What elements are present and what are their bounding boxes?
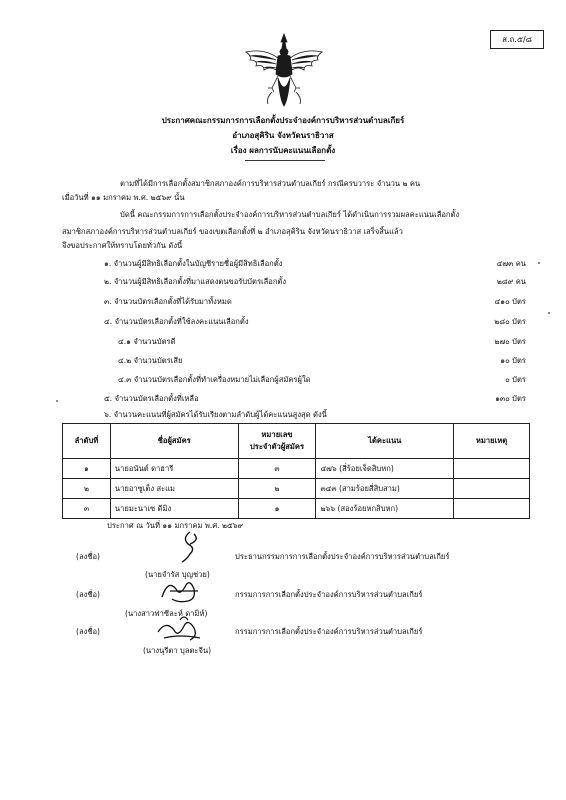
- stat-value: ๒๗๐ บัตร: [494, 337, 526, 346]
- signature-2-icon: [150, 575, 210, 609]
- cell-number: ๓: [238, 459, 316, 479]
- signature-prefix: (ลงชื่อ): [76, 627, 101, 636]
- stat-label: ๔.๓ จำนวนบัตรเลือกตั้งที่ทำเครื่องหมายไม่เลือกผู้สมัครผู้ใด: [118, 375, 311, 384]
- signer-name: (นายจำรัส บุญช่วย): [145, 570, 210, 579]
- signature-prefix: (ลงชื่อ): [76, 590, 101, 599]
- col-number-line-2: ประจำตัวผู้สมัคร: [249, 442, 305, 451]
- signer-title: กรรมการการเลือกตั้งประจำองค์การบริหารส่วนตำบลเกียร์: [235, 627, 423, 636]
- stat-value: ๐ บัตร: [505, 375, 526, 384]
- announce-date: ประกาศ ณ วันที่ ๑๑ มกราคม พ.ศ. ๒๕๖๙: [107, 521, 244, 530]
- table-row: [63, 479, 530, 499]
- col-votes: ได้คะแนน: [316, 424, 454, 459]
- document-code: ส.ถ.๕/๘: [490, 30, 544, 49]
- table-header-row: [63, 424, 530, 459]
- paragraph-1-line-1: ตามที่ได้มีการเลือกตั้งสมาชิกสภาองค์การบริหารส่วนตำบลเกียร์ กรณีครบวาระ จำนวน ๒ คน: [120, 179, 421, 188]
- stat-value: ๑๓๐ บัตร: [495, 394, 526, 403]
- garuda-emblem-icon: [238, 30, 330, 110]
- stat-label: ๕. จำนวนบัตรเลือกตั้งที่เหลือ: [104, 394, 199, 403]
- table-row: [63, 499, 530, 519]
- stat-label: ๖. จำนวนคะแนนที่ผู้สมัครได้รับเรียงตามลำดับผู้ได้คะแนนสูงสุด ดังนี้: [104, 410, 327, 419]
- stat-label: ๔.๒ จำนวนบัตรเสีย: [118, 356, 183, 365]
- paragraph-2-line-2: สมาชิกสภาองค์การบริหารส่วนตำบลเกียร์ ของเขตเลือกตั้งที่ ๒ อำเภอสุคิริน จังหวัดนราธิวาส เสร็จสิ้นแล้ว: [62, 227, 403, 236]
- stat-value: ๔๑๐ บัตร: [494, 297, 526, 306]
- col-name: ชื่อผู้สมัคร: [110, 424, 238, 459]
- signer-name: (นางสาวฟาซีละห์ ดามิห์): [125, 609, 208, 618]
- cell-name: นายอาซูเต็ง สะแม: [110, 479, 238, 499]
- signature-1-icon: [160, 530, 220, 564]
- header-line-2: อำเภอสุคิริน จังหวัดนราธิวาส: [232, 131, 334, 140]
- cell-remark: [454, 499, 530, 519]
- cell-number: ๑: [238, 499, 316, 519]
- paragraph-1-line-2: เมื่อวันที่ ๑๑ มกราคม พ.ศ. ๒๕๖๙ นั้น: [62, 193, 185, 202]
- scan-speck: [56, 400, 58, 402]
- stat-label: ๔.๑ จำนวนบัตรดี: [118, 337, 176, 346]
- signer-title: ประธานกรรมการการเลือกตั้งประจำองค์การบริหารส่วนตำบลเกียร์: [235, 552, 450, 561]
- paragraph-2-line-1: บัดนี้ คณะกรรมการการเลือกตั้งประจำองค์การบริหารส่วนตำบลเกียร์ ได้ดำเนินการรวมผลคะแนนเลือกตั้ง: [120, 210, 460, 219]
- scan-speck: [548, 312, 550, 314]
- stat-label: ๑. จำนวนผู้มีสิทธิเลือกตั้งในบัญชีรายชื่อผู้มีสิทธิเลือกตั้ง: [104, 259, 283, 268]
- cell-votes: ๒๖๖ (สองร้อยหกสิบหก): [316, 499, 454, 519]
- cell-rank: ๒: [63, 479, 111, 499]
- stat-value: ๒๘๐ บัตร: [494, 317, 526, 326]
- signer-name: (นางนุรีตา บุลตะจีน): [143, 646, 212, 655]
- col-number-line-1: หมายเลข: [261, 430, 293, 439]
- signature-prefix: (ลงชื่อ): [76, 552, 101, 561]
- stat-label: ๒. จำนวนผู้มีสิทธิเลือกตั้งที่มาแสดงตนขอรับบัตรเลือกตั้ง: [104, 277, 287, 286]
- results-table: [62, 423, 530, 519]
- stat-value: ๔๗๓ คน: [496, 259, 526, 268]
- cell-rank: ๓: [63, 499, 111, 519]
- cell-votes: ๓๔๓ (สามร้อยสี่สิบสาม): [316, 479, 454, 499]
- cell-remark: [454, 479, 530, 499]
- header-line-1: ประกาศคณะกรรมการการเลือกตั้งประจำองค์การบริหารส่วนตำบลเกียร์: [161, 116, 405, 125]
- stat-value: ๑๐ บัตร: [500, 356, 526, 365]
- stat-value: ๒๘๙ คน: [496, 277, 526, 286]
- stat-label: ๔. จำนวนบัตรเลือกตั้งที่ใช้ลงคะแนนเลือกตั้ง: [104, 317, 249, 326]
- cell-name: นายอนันต์ ดาฮารี: [110, 459, 238, 479]
- table-row: [63, 459, 530, 479]
- signer-title: กรรมการการเลือกตั้งประจำองค์การบริหารส่วนตำบลเกียร์: [235, 590, 423, 599]
- cell-name: นายมะนาเซ ดีมิง: [110, 499, 238, 519]
- col-number: [238, 424, 316, 459]
- stat-label: ๓. จำนวนบัตรเลือกตั้งที่ได้รับมาทั้งหมด: [104, 297, 232, 306]
- cell-rank: ๑: [63, 459, 111, 479]
- paragraph-2-line-3: จึงขอประกาศให้ทราบโดยทั่วกัน ดังนี้: [62, 241, 183, 250]
- cell-votes: ๔๗๖ (สี่ร้อยเจ็ดสิบหก): [316, 459, 454, 479]
- cell-remark: [454, 459, 530, 479]
- col-remark: หมายเหตุ: [454, 424, 530, 459]
- scan-speck: [538, 262, 540, 264]
- col-rank: ลำดับที่: [63, 424, 111, 459]
- header-rule: [245, 160, 325, 161]
- header-subject: เรื่อง ผลการนับคะแนนเลือกตั้ง: [230, 146, 336, 155]
- cell-number: ๒: [238, 479, 316, 499]
- signature-3-icon: [150, 612, 210, 646]
